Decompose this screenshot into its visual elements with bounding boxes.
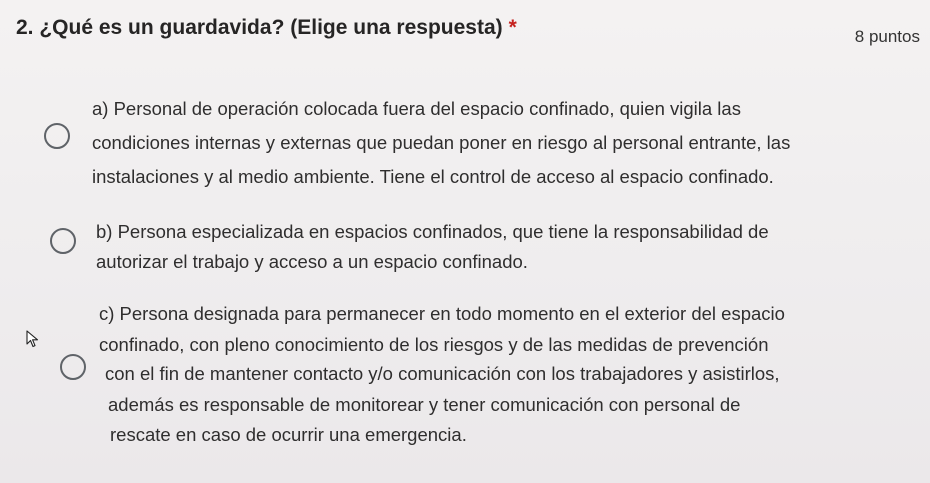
option-c-line-4: además es responsable de monitorear y tener comunicación con personal de xyxy=(108,394,741,415)
question-points: 8 puntos xyxy=(854,27,920,46)
option-c-line-3: con el fin de mantener contacto y/o comunicación con los trabajadores y asistirlos, xyxy=(105,363,780,384)
option-a-line-1: a) Personal de operación colocada fuera del espacio confinado, quien vigila las xyxy=(92,98,741,119)
option-a-line-3: instalaciones y al medio ambiente. Tiene el control de acceso al espacio confinado. xyxy=(92,166,774,187)
option-a-line-2: condiciones internas y externas que puedan poner en riesgo al personal entrante, las xyxy=(92,132,791,153)
option-b-line-1: b) Persona especializada en espacios confinados, que tiene la responsabilidad de xyxy=(96,221,769,242)
question-title-text: 2. ¿Qué es un guardavida? (Elige una respuesta) xyxy=(16,16,503,39)
option-c-line-5: rescate en caso de ocurrir una emergencia. xyxy=(110,424,467,445)
option-b-radio[interactable] xyxy=(50,228,76,254)
option-c-line-1: c) Persona designada para permanecer en todo momento en el exterior del espacio xyxy=(99,303,785,324)
option-c-radio[interactable] xyxy=(60,354,86,380)
option-a-radio[interactable] xyxy=(44,123,70,149)
question-title xyxy=(16,16,517,40)
required-marker: * xyxy=(508,16,517,39)
option-b-line-2: autorizar el trabajo y acceso a un espacio confinado. xyxy=(96,251,528,272)
option-c-line-2: confinado, con pleno conocimiento de los riesgos y de las medidas de prevención xyxy=(99,334,769,355)
mouse-pointer-icon xyxy=(26,330,40,348)
